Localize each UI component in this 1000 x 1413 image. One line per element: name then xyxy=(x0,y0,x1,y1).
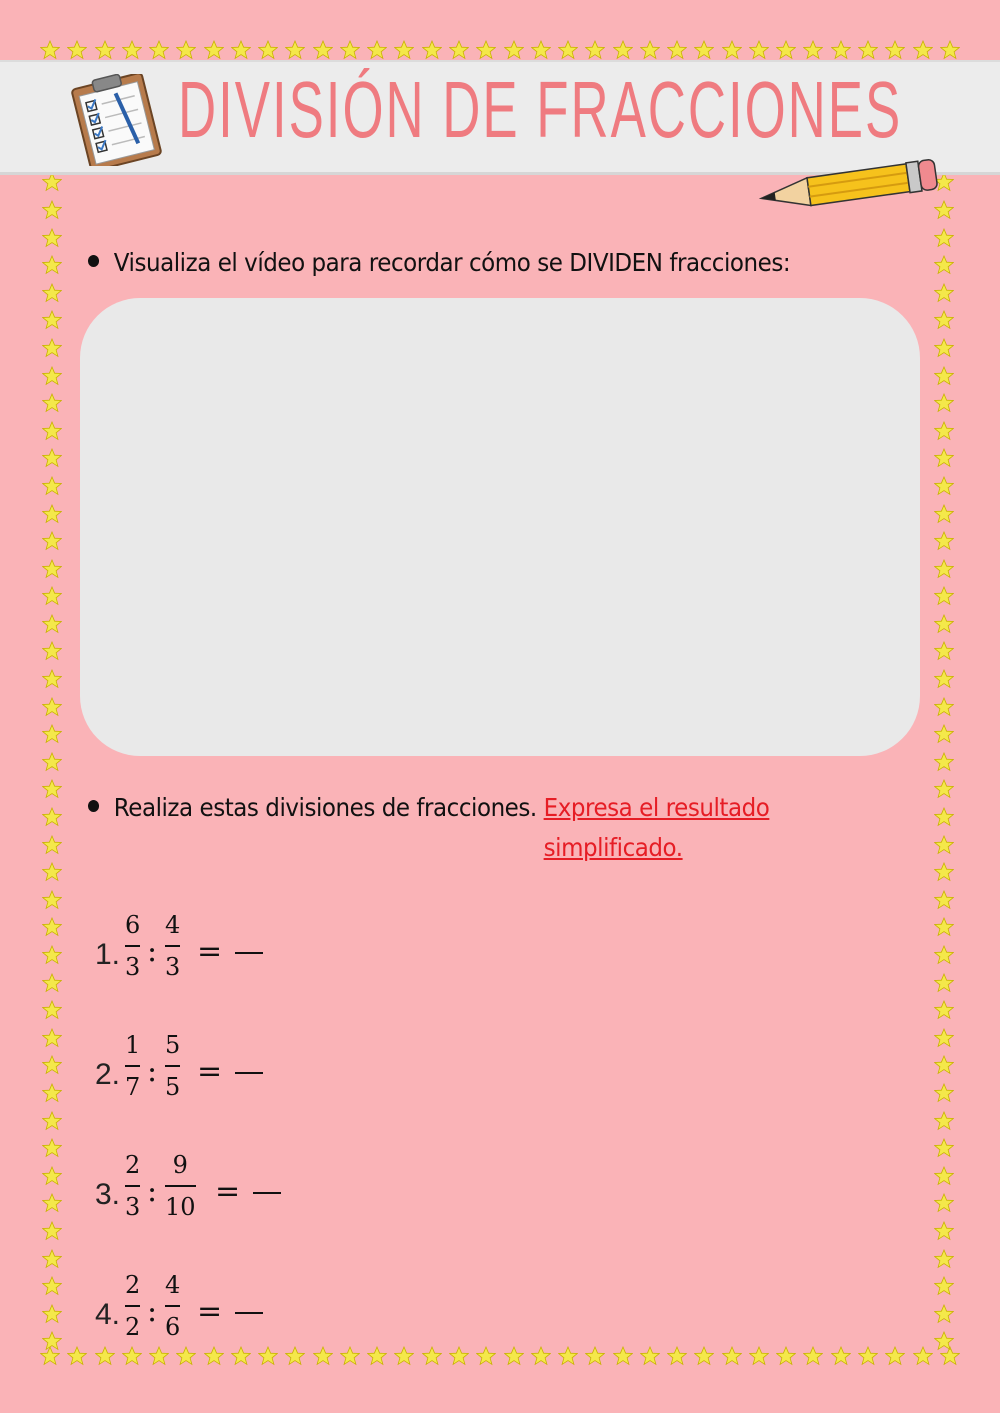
star-icon xyxy=(934,421,958,441)
star-icon xyxy=(776,1346,796,1370)
star-icon xyxy=(42,255,66,275)
star-icon xyxy=(934,1000,958,1020)
star-icon xyxy=(42,697,66,717)
exercise-item xyxy=(95,910,495,1010)
star-icon xyxy=(934,228,958,248)
star-icon xyxy=(934,559,958,579)
answer-blank[interactable] xyxy=(235,952,263,954)
answer-blank[interactable] xyxy=(235,1312,263,1314)
numerator: 1 xyxy=(125,1031,141,1059)
star-icon xyxy=(934,1304,958,1324)
star-icon xyxy=(42,890,66,910)
numerator: 2 xyxy=(125,1271,141,1299)
star-icon xyxy=(42,945,66,965)
star-icon xyxy=(42,1193,66,1213)
star-icon xyxy=(42,1111,66,1131)
numerator: 2 xyxy=(125,1151,141,1179)
star-icon xyxy=(42,531,66,551)
denominator: 3 xyxy=(165,953,181,981)
star-icon xyxy=(42,586,66,606)
bullet-icon xyxy=(88,255,99,267)
star-icon xyxy=(934,779,958,799)
star-icon xyxy=(749,1346,769,1370)
star-icon xyxy=(42,641,66,661)
fraction-bar xyxy=(165,1185,196,1187)
star-icon xyxy=(934,697,958,717)
answer-blank[interactable] xyxy=(235,1072,263,1074)
star-icon xyxy=(42,310,66,330)
star-icon xyxy=(934,1028,958,1048)
simplify-note: Expresa el resultado simplificado. xyxy=(543,793,770,862)
fraction-divisor xyxy=(165,910,180,982)
star-icon xyxy=(42,724,66,744)
division-sign: : xyxy=(147,934,158,969)
fraction-divisor xyxy=(165,1270,180,1342)
exercise-item xyxy=(95,1030,495,1130)
star-icon xyxy=(42,476,66,496)
fraction-dividend xyxy=(125,1030,140,1102)
page-title: DIVISIÓN DE FRACCIONES xyxy=(178,65,903,154)
denominator: 6 xyxy=(165,1313,181,1341)
numerator: 9 xyxy=(172,1151,188,1179)
star-icon xyxy=(42,559,66,579)
exercise-item xyxy=(95,1150,495,1250)
star-icon xyxy=(42,835,66,855)
star-icon xyxy=(67,1346,87,1370)
star-icon xyxy=(934,973,958,993)
video-instruction xyxy=(88,248,790,277)
star-icon xyxy=(42,448,66,468)
star-border-right xyxy=(934,62,958,1352)
answer-blank[interactable] xyxy=(253,1192,281,1194)
star-icon xyxy=(42,200,66,220)
star-icon xyxy=(42,393,66,413)
exercise-number: 4. xyxy=(95,1298,121,1331)
star-icon xyxy=(803,1346,823,1370)
star-icon xyxy=(42,1249,66,1269)
star-icon xyxy=(934,1055,958,1075)
equals-sign: = xyxy=(197,934,223,969)
denominator: 5 xyxy=(165,1073,181,1101)
star-icon xyxy=(934,1083,958,1103)
denominator: 3 xyxy=(125,1193,141,1221)
pencil-icon xyxy=(756,156,942,212)
denominator: 3 xyxy=(125,953,141,981)
star-icon xyxy=(694,1346,714,1370)
fraction-divisor xyxy=(165,1150,196,1222)
star-icon xyxy=(934,1193,958,1213)
star-border-left xyxy=(42,62,66,1352)
video-instruction-text: Visualiza el vídeo para recordar cómo se DIVIDEN fracciones: xyxy=(113,248,791,277)
fraction-dividend xyxy=(125,1270,140,1342)
star-icon xyxy=(934,835,958,855)
star-icon xyxy=(667,1346,687,1370)
star-icon xyxy=(558,1346,578,1370)
star-icon xyxy=(934,476,958,496)
star-icon xyxy=(934,1221,958,1241)
star-icon xyxy=(934,1138,958,1158)
star-icon xyxy=(531,1346,551,1370)
star-icon xyxy=(934,724,958,744)
star-icon xyxy=(585,1346,605,1370)
star-icon xyxy=(42,1276,66,1296)
star-icon xyxy=(42,862,66,882)
star-icon xyxy=(934,807,958,827)
star-icon xyxy=(42,421,66,441)
star-icon xyxy=(934,1166,958,1186)
star-icon xyxy=(934,504,958,524)
fraction-dividend xyxy=(125,910,140,982)
exercise-item xyxy=(95,1270,495,1370)
star-icon xyxy=(831,1346,851,1370)
star-icon xyxy=(934,448,958,468)
fraction-bar xyxy=(165,945,180,947)
star-icon xyxy=(858,1346,878,1370)
exercise-instruction-text: Realiza estas divisiones de fracciones. xyxy=(113,793,537,822)
star-icon xyxy=(934,614,958,634)
star-icon xyxy=(42,752,66,772)
star-icon xyxy=(42,1166,66,1186)
star-icon xyxy=(934,862,958,882)
star-icon xyxy=(42,172,66,192)
fraction-bar xyxy=(125,945,140,947)
star-icon xyxy=(42,807,66,827)
star-icon xyxy=(934,945,958,965)
denominator: 2 xyxy=(125,1313,141,1341)
star-icon xyxy=(934,1331,958,1351)
exercise-instruction xyxy=(88,788,774,868)
star-icon xyxy=(934,283,958,303)
star-icon xyxy=(934,586,958,606)
star-icon xyxy=(934,310,958,330)
video-player[interactable] xyxy=(80,298,920,756)
star-icon xyxy=(42,614,66,634)
star-icon xyxy=(42,779,66,799)
equals-sign: = xyxy=(215,1174,241,1209)
star-icon xyxy=(934,338,958,358)
star-icon xyxy=(504,1346,524,1370)
denominator: 7 xyxy=(125,1073,141,1101)
exercise-number: 2. xyxy=(95,1058,121,1091)
star-icon xyxy=(42,504,66,524)
star-icon xyxy=(613,1346,633,1370)
star-icon xyxy=(934,669,958,689)
star-icon xyxy=(722,1346,742,1370)
exercise-number: 1. xyxy=(95,938,121,971)
star-icon xyxy=(42,228,66,248)
equals-sign: = xyxy=(197,1294,223,1329)
star-icon xyxy=(42,366,66,386)
fraction-divisor xyxy=(165,1030,180,1102)
star-icon xyxy=(42,338,66,358)
numerator: 5 xyxy=(165,1031,181,1059)
star-icon xyxy=(42,283,66,303)
star-icon xyxy=(42,1221,66,1241)
star-icon xyxy=(42,1000,66,1020)
star-icon xyxy=(934,393,958,413)
numerator: 4 xyxy=(165,1271,181,1299)
star-icon xyxy=(934,641,958,661)
fraction-bar xyxy=(125,1185,140,1187)
denominator: 10 xyxy=(165,1193,196,1221)
star-icon xyxy=(934,531,958,551)
clipboard-checklist-icon xyxy=(66,74,166,170)
star-icon xyxy=(885,1346,905,1370)
exercise-number: 3. xyxy=(95,1178,121,1211)
numerator: 4 xyxy=(165,911,181,939)
fraction-bar xyxy=(165,1065,180,1067)
equals-sign: = xyxy=(197,1054,223,1089)
bullet-icon xyxy=(88,800,99,812)
numerator: 6 xyxy=(125,911,141,939)
star-icon xyxy=(42,1083,66,1103)
star-icon xyxy=(42,1138,66,1158)
star-icon xyxy=(42,1304,66,1324)
star-icon xyxy=(934,752,958,772)
fraction-dividend xyxy=(125,1150,140,1222)
star-icon xyxy=(934,1111,958,1131)
star-icon xyxy=(42,1055,66,1075)
star-icon xyxy=(913,1346,933,1370)
star-icon xyxy=(640,1346,660,1370)
star-icon xyxy=(934,366,958,386)
star-icon xyxy=(934,1276,958,1296)
star-icon xyxy=(934,1249,958,1269)
fraction-bar xyxy=(165,1305,180,1307)
fraction-bar xyxy=(125,1065,140,1067)
fraction-bar xyxy=(125,1305,140,1307)
star-icon xyxy=(42,1028,66,1048)
star-icon xyxy=(934,917,958,937)
star-icon xyxy=(42,1331,66,1351)
star-icon xyxy=(934,255,958,275)
star-icon xyxy=(42,669,66,689)
star-icon xyxy=(42,973,66,993)
star-icon xyxy=(42,917,66,937)
star-icon xyxy=(934,890,958,910)
division-sign: : xyxy=(147,1054,158,1089)
division-sign: : xyxy=(147,1174,158,1209)
division-sign: : xyxy=(147,1294,158,1329)
